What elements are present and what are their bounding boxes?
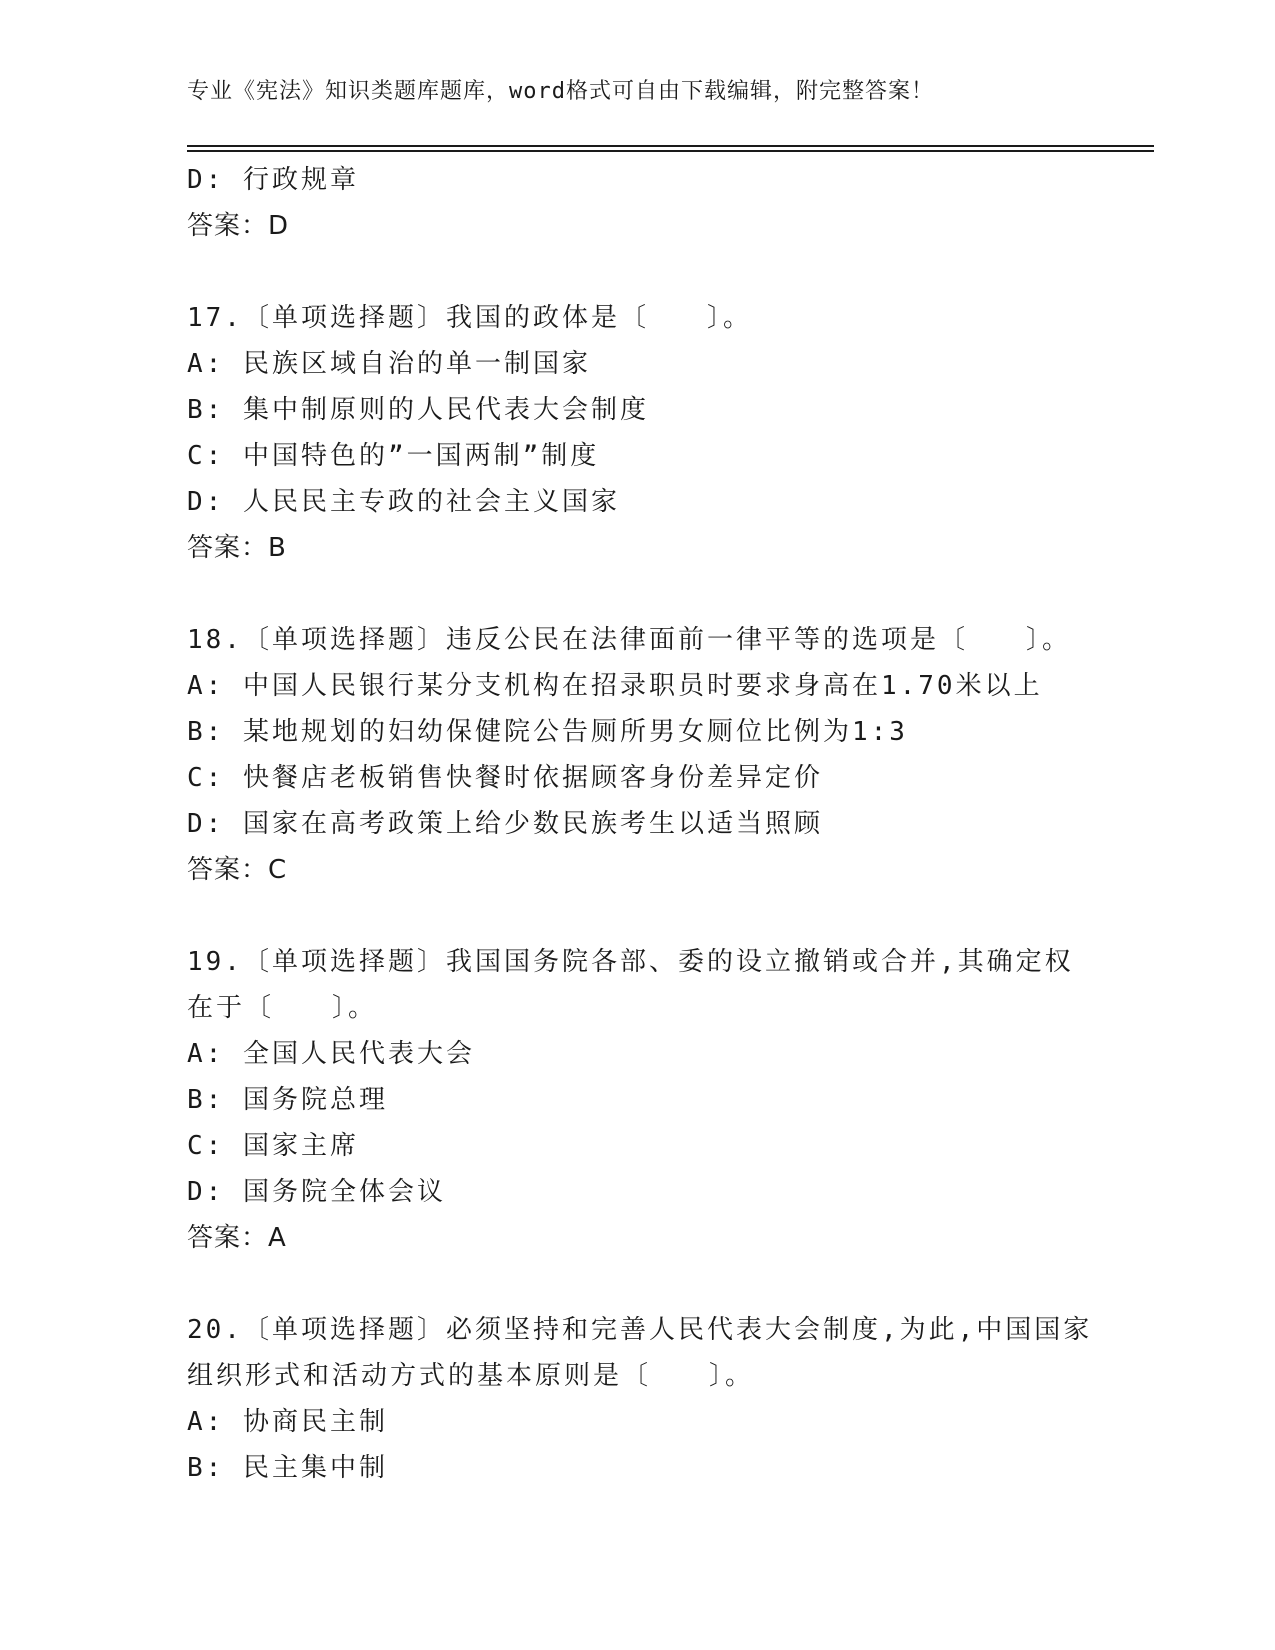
option-a: A: 协商民主制 xyxy=(187,1407,388,1437)
option-a: A: 民族区域自治的单一制国家 xyxy=(187,349,591,379)
question-stem: 19.〔单项选择题〕我国国务院各部、委的设立撤销或合并,其确定权 xyxy=(187,947,1074,977)
option-b: B: 国务院总理 xyxy=(187,1085,388,1115)
option-b: B: 民主集中制 xyxy=(187,1453,388,1483)
option-c: C: 快餐店老板销售快餐时依据顾客身份差异定价 xyxy=(187,763,823,793)
answer-line: 答案：D xyxy=(187,211,290,241)
option-d: D: 国家在高考政策上给少数民族考生以适当照顾 xyxy=(187,809,823,839)
option-c: C: 国家主席 xyxy=(187,1131,359,1161)
question-18 xyxy=(187,617,1147,893)
option-b: B: 集中制原则的人民代表大会制度 xyxy=(187,395,649,425)
option-b: B: 某地规划的妇幼保健院公告厕所男女厕位比例为1:3 xyxy=(187,717,908,747)
question-19 xyxy=(187,939,1147,1261)
question-20 xyxy=(187,1307,1147,1491)
header-rule-bottom xyxy=(187,150,1154,152)
question-spacer xyxy=(187,893,1147,939)
question-stem: 20.〔单项选择题〕必须坚持和完善人民代表大会制度,为此,中国国家 xyxy=(187,1315,1093,1345)
answer-line: 答案：C xyxy=(187,855,288,885)
question-stem-continued: 组织形式和活动方式的基本原则是〔 〕。 xyxy=(187,1361,755,1391)
option-d: D: 人民民主专政的社会主义国家 xyxy=(187,487,620,517)
question-spacer xyxy=(187,249,1147,295)
option-c: C: 中国特色的”一国两制”制度 xyxy=(187,441,600,471)
document-body xyxy=(187,157,1147,1491)
question-17 xyxy=(187,295,1147,571)
answer-line: 答案：A xyxy=(187,1223,287,1253)
question-16-tail xyxy=(187,157,1147,249)
question-stem: 18.〔单项选择题〕违反公民在法律面前一律平等的选项是〔 〕。 xyxy=(187,625,1071,655)
answer-line: 答案：B xyxy=(187,533,287,563)
question-spacer xyxy=(187,571,1147,617)
question-stem-continued: 在于〔 〕。 xyxy=(187,993,378,1023)
page-header: 专业《宪法》知识类题库题库，word格式可自由下载编辑，附完整答案！ xyxy=(187,79,934,104)
header-rule-top xyxy=(187,145,1154,147)
option-d: D: 行政规章 xyxy=(187,165,359,195)
option-d: D: 国务院全体会议 xyxy=(187,1177,446,1207)
option-a: A: 中国人民银行某分支机构在招录职员时要求身高在1.70米以上 xyxy=(187,671,1043,701)
question-spacer xyxy=(187,1261,1147,1307)
question-stem: 17.〔单项选择题〕我国的政体是〔 〕。 xyxy=(187,303,752,333)
option-a: A: 全国人民代表大会 xyxy=(187,1039,475,1069)
